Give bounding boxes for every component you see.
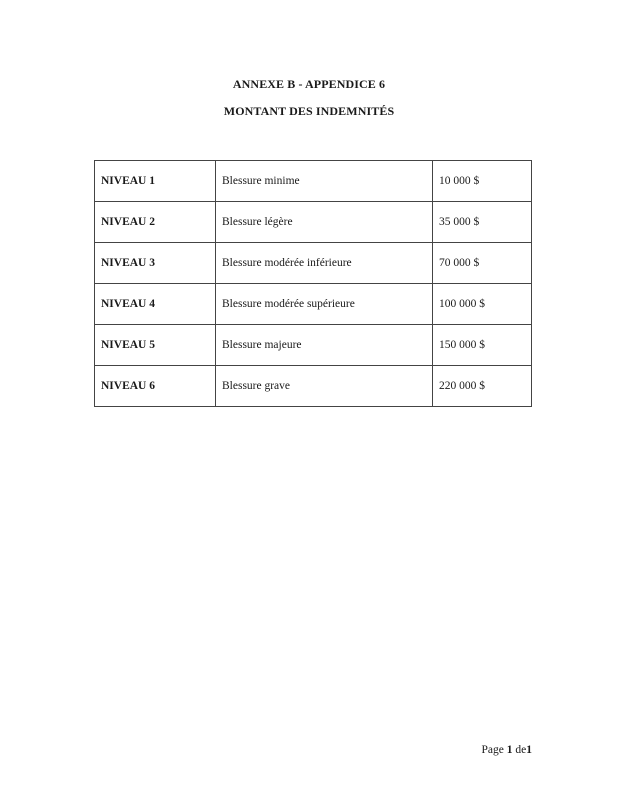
level-cell: NIVEAU 6 — [95, 366, 216, 407]
table-row — [95, 325, 532, 366]
table-row — [95, 366, 532, 407]
amount-cell: 35 000 $ — [433, 202, 532, 243]
description-cell: Blessure minime — [216, 161, 433, 202]
table-row — [95, 243, 532, 284]
page-label: Page — [481, 744, 504, 756]
amount-cell: 10 000 $ — [433, 161, 532, 202]
compensation-table — [94, 160, 532, 407]
table-row — [95, 202, 532, 243]
table-row — [95, 161, 532, 202]
description-cell: Blessure majeure — [216, 325, 433, 366]
amount-cell: 70 000 $ — [433, 243, 532, 284]
page-number: 1 — [506, 744, 513, 756]
description-cell: Blessure modérée supérieure — [216, 284, 433, 325]
description-cell: Blessure grave — [216, 366, 433, 407]
page-of-label: de — [515, 744, 527, 756]
level-cell: NIVEAU 1 — [95, 161, 216, 202]
amount-cell: 220 000 $ — [433, 366, 532, 407]
amount-cell: 100 000 $ — [433, 284, 532, 325]
description-cell: Blessure légère — [216, 202, 433, 243]
page-footer — [482, 744, 532, 756]
level-cell: NIVEAU 3 — [95, 243, 216, 284]
description-cell: Blessure modérée inférieure — [216, 243, 433, 284]
page-total: 1 — [526, 744, 532, 756]
document-subtitle: MONTANT DES INDEMNITÉS — [223, 104, 395, 118]
table-row — [95, 284, 532, 325]
level-cell: NIVEAU 4 — [95, 284, 216, 325]
document-title: ANNEXE B - APPENDICE 6 — [232, 77, 386, 91]
amount-cell: 150 000 $ — [433, 325, 532, 366]
level-cell: NIVEAU 2 — [95, 202, 216, 243]
level-cell: NIVEAU 5 — [95, 325, 216, 366]
